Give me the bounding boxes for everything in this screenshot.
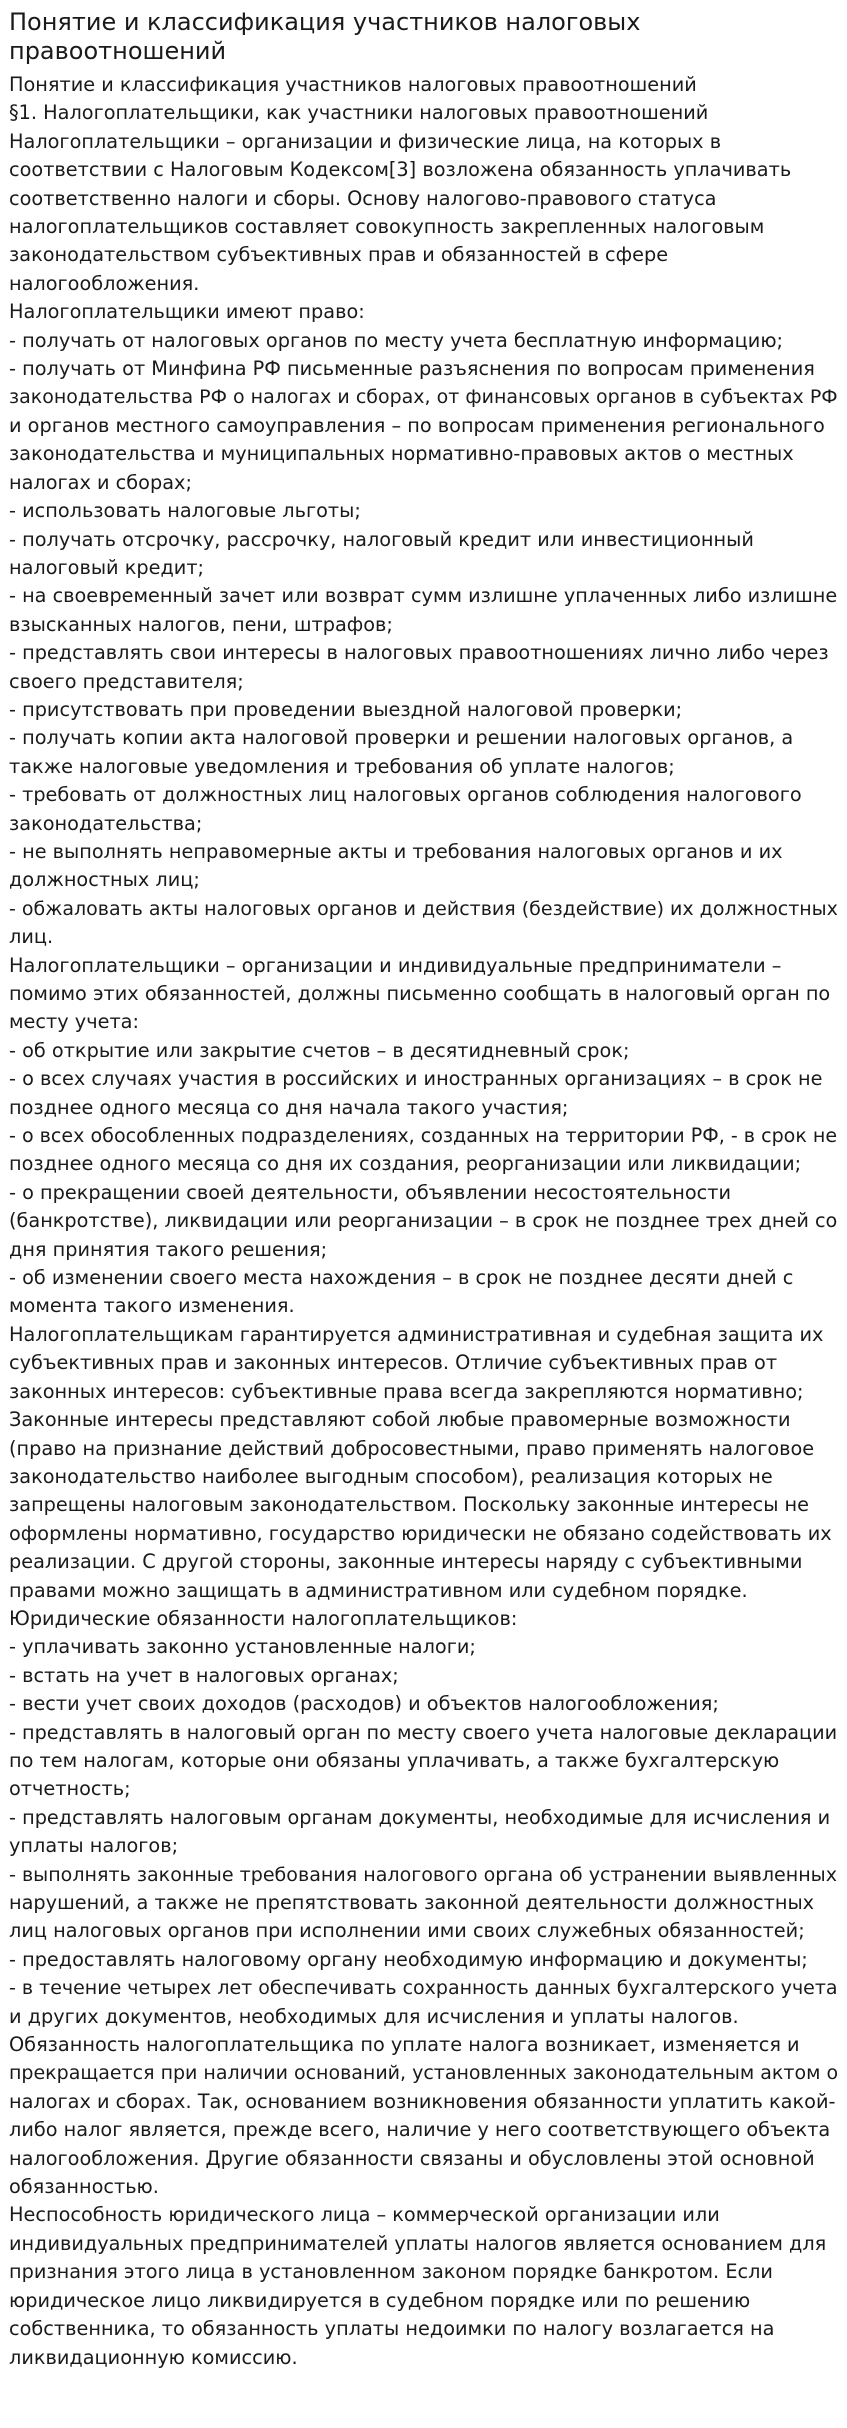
body-line: налоговый кредит; bbox=[9, 555, 205, 579]
body-line: (банкротстве), ликвидации или реорганизации – в срок не позднее трех дней со bbox=[9, 1209, 838, 1233]
body-line: нарушений, а также не препятствовать законной деятельности должностных bbox=[9, 1891, 815, 1914]
body-line: (право на признание действий добросовестными, право применять налоговое bbox=[9, 1436, 815, 1460]
body-line: Законные интересы представляют собой любые правомерные возможности bbox=[9, 1408, 791, 1432]
body-line: - не выполнять неправомерные акты и требования налоговых органов и их bbox=[9, 839, 783, 863]
body-line: оформлены нормативно, государство юридически не обязано содействовать их bbox=[9, 1521, 832, 1545]
body-line: запрещены налоговым законодательством. Поскольку законные интересы не bbox=[9, 1493, 810, 1517]
body-line: законодательство наиболее выгодным способом), реализация которых не bbox=[9, 1464, 773, 1488]
body-line: собственника, то обязанность уплаты недоимки по налогу возлагается на bbox=[9, 2317, 775, 2341]
body-line: - о всех обособленных подразделениях, созданных на территории РФ, - в срок не bbox=[9, 1124, 838, 1148]
body-line: - уплачивать законно установленные налоги; bbox=[9, 1635, 476, 1659]
body-line: помимо этих обязанностей, должны письменно сообщать в налоговый орган по bbox=[9, 982, 831, 1005]
body-line: - вести учет своих доходов (расходов) и объектов налогообложения; bbox=[9, 1692, 719, 1716]
body-line: законодательства; bbox=[9, 811, 203, 835]
body-line: своего представителя; bbox=[9, 669, 244, 693]
body-line: - требовать от должностных лиц налоговых органов соблюдения налогового bbox=[9, 783, 802, 807]
body-line: - о прекращении своей деятельности, объявлении несостоятельности bbox=[9, 1180, 732, 1204]
page-title bbox=[9, 8, 837, 66]
body-line: должностных лиц; bbox=[9, 868, 200, 892]
body-line: налогообложения. bbox=[9, 271, 200, 295]
body-line: также налоговые уведомления и требования об уплате налогов; bbox=[9, 754, 675, 778]
body-line: - предоставлять налоговому органу необходимую информацию и документы; bbox=[9, 1947, 808, 1971]
title-line: правоотношений bbox=[9, 37, 227, 65]
title-line: Понятие и классификация участников налоговых bbox=[9, 8, 641, 36]
body-line: прекращается при наличии оснований, установленных законодательным актом о bbox=[9, 2062, 839, 2085]
body-line: момента такого изменения. bbox=[9, 1294, 295, 1318]
body-line: - обжаловать акты налоговых органов и действия (бездействие) их должностных bbox=[9, 897, 838, 920]
body-line: - об изменении своего места нахождения – в срок не позднее десяти дней с bbox=[9, 1266, 794, 1290]
body-line: - выполнять законные требования налогового органа об устранении выявленных bbox=[9, 1863, 838, 1886]
body-line: позднее одного месяца со дня начала такого участия; bbox=[9, 1095, 569, 1119]
body-line: отчетность; bbox=[9, 1777, 131, 1801]
article-body bbox=[9, 71, 837, 2372]
body-line: - получать отсрочку, рассрочку, налоговый кредит или инвестиционный bbox=[9, 527, 754, 551]
body-line: - на своевременный зачет или возврат сумм излишне уплаченных либо излишне bbox=[9, 584, 838, 608]
body-line: и органов местного самоуправления – по вопросам применения регионального bbox=[9, 413, 825, 437]
body-line: налогообложения. Другие обязанности связаны и обусловлены этой основной bbox=[9, 2146, 815, 2170]
body-line: Налогоплательщики – организации и индивидуальные предприниматели – bbox=[9, 953, 782, 977]
body-line: ликвидационную комиссию. bbox=[9, 2345, 298, 2369]
body-line: - получать от налоговых органов по месту учета бесплатную информацию; bbox=[9, 328, 784, 352]
body-line: обязанностью. bbox=[9, 2175, 159, 2199]
body-line: соответствии с Налоговым Кодексом[3] возложена обязанность уплачивать bbox=[9, 158, 792, 182]
body-line: - об открытие или закрытие счетов – в десятидневный срок; bbox=[9, 1038, 630, 1062]
body-line: Налогоплательщикам гарантируется административная и судебная защита их bbox=[9, 1322, 824, 1346]
body-line: правами можно защищать в административном или судебном порядке. bbox=[9, 1578, 748, 1602]
body-line: Обязанность налогоплательщика по уплате налога возникает, изменяется и bbox=[9, 2033, 800, 2057]
body-line: уплаты налогов; bbox=[9, 1834, 179, 1858]
body-line: - представлять свои интересы в налоговых правоотношениях лично либо через bbox=[9, 641, 829, 665]
body-line: - о всех случаях участия в российских и иностранных организациях – в срок не bbox=[9, 1067, 823, 1091]
body-line: и других документов, необходимых для исчисления и уплаты налогов. bbox=[9, 2004, 739, 2028]
body-line: §1. Налогоплательщики, как участники налоговых правоотношений bbox=[9, 101, 709, 125]
body-line: налогах и сборах; bbox=[9, 470, 192, 494]
body-line: законодательством субъективных прав и обязанностей в сфере bbox=[9, 243, 669, 267]
body-line: - представлять в налоговый орган по месту своего учета налоговые декларации bbox=[9, 1720, 838, 1744]
body-line: лиц налоговых органов при исполнении ими своих служебных обязанностей; bbox=[9, 1919, 805, 1943]
body-line: признания этого лица в установленном законом порядке банкротом. Если bbox=[9, 2260, 773, 2284]
body-line: Неспособность юридического лица – коммерческой организации или bbox=[9, 2203, 720, 2227]
body-line: - использовать налоговые льготы; bbox=[9, 499, 361, 523]
body-line: лиц. bbox=[9, 925, 54, 949]
body-line: индивидуальных предпринимателей уплаты налогов является основанием для bbox=[9, 2231, 827, 2255]
body-line: по тем налогам, которые они обязаны уплачивать, а также бухгалтерскую bbox=[9, 1748, 780, 1772]
body-line: дня принятия такого решения; bbox=[9, 1237, 328, 1261]
body-line: Юридические обязанности налогоплательщиков: bbox=[9, 1606, 518, 1630]
body-line: - получать от Минфина РФ письменные разъяснения по вопросам применения bbox=[9, 357, 815, 381]
body-line: законных интересов: субъективные права всегда закрепляются нормативно; bbox=[9, 1379, 804, 1403]
body-line: налогоплательщиков составляет совокупность закрепленных налоговым bbox=[9, 215, 765, 239]
body-line: - в течение четырех лет обеспечивать сохранность данных бухгалтерского учета bbox=[9, 1977, 838, 2000]
body-line: Понятие и классификация участников налоговых правоотношений bbox=[9, 73, 697, 96]
body-line: соответственно налоги и сборы. Основу налогово-правового статуса bbox=[9, 186, 717, 210]
body-line: юридическое лицо ликвидируется в судебном порядке или по решению bbox=[9, 2288, 751, 2312]
body-line: Налогоплательщики – организации и физические лица, на которых в bbox=[9, 129, 722, 153]
body-line: законодательства и муниципальных нормативно-правовых актов о местных bbox=[9, 442, 794, 466]
body-line: законодательства РФ о налогах и сборах, от финансовых органов в субъектах РФ bbox=[9, 386, 838, 409]
body-line: - получать копии акта налоговой проверки и решении налоговых органов, а bbox=[9, 726, 794, 750]
body-line: либо налог является, прежде всего, наличие у него соответствующего объекта bbox=[9, 2118, 831, 2142]
body-line: реализации. С другой стороны, законные интересы наряду с субъективными bbox=[9, 1550, 803, 1574]
body-line: - присутствовать при проведении выездной налоговой проверки; bbox=[9, 697, 683, 721]
body-line: Налогоплательщики имеют право: bbox=[9, 300, 365, 324]
body-line: позднее одного месяца со дня их создания, реорганизации или ликвидации; bbox=[9, 1152, 802, 1176]
body-line: месту учета: bbox=[9, 1010, 139, 1034]
body-line: субъективных прав и законных интересов. Отличие субъективных прав от bbox=[9, 1351, 778, 1375]
body-line: взысканных налогов, пени, штрафов; bbox=[9, 612, 393, 636]
body-line: - встать на учет в налоговых органах; bbox=[9, 1663, 399, 1687]
body-line: - представлять налоговым органам документы, необходимые для исчисления и bbox=[9, 1805, 831, 1829]
body-line: налогах и сборах. Так, основанием возникновения обязанности уплатить какой- bbox=[9, 2089, 836, 2113]
